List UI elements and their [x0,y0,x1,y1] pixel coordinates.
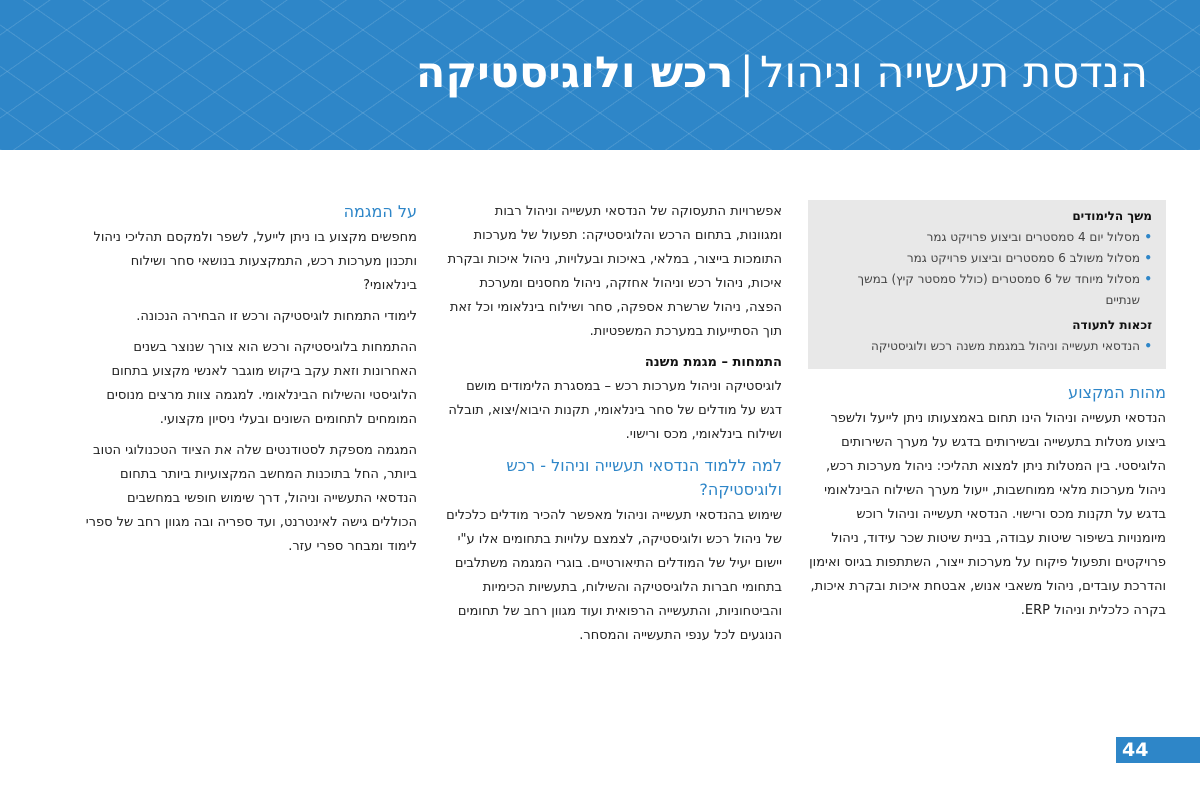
duration-item: • מסלול יום 4 סמסטרים וביצוע פרויקט גמר [822,227,1152,248]
why-body: שימוש בהנדסאי תעשייה וניהול מאפשר להכיר מודלים כלכלים של ניהול רכש ולוגיסטיקה, לצמצם עלויות בתחומים אלו ע"י יישום יעיל של המודלים התיאורטיים. בוגרי המגמה משתלבים בתחומי חברות הלוגיסטיקה והשילוח, בתעשיות הכימיות והביטחוניות, והתעשייה הרפואית ועוד מגוון רחב של תחומים הנוגעים לכל ענפי התעשייה והמסחר. [446,508,782,643]
left-column [80,200,417,566]
title-bold: רכש ולוגיסטיקה [415,48,734,98]
certificate-heading: זכאות לתעודה [1072,318,1152,332]
title-separator: | [739,48,754,98]
header-banner [0,0,1200,150]
middle-column [445,200,782,655]
about-paragraph: לימודי התמחות לוגיסטיקה ורכש זו הבחירה הנכונה. [136,309,417,324]
duration-list [822,227,1152,311]
page-title [416,42,1148,104]
employment-intro: אפשרויות התעסוקה של הנדסאי תעשייה וניהול רבות ומגוונות, בתחום הרכש והלוגיסטיקה: תפעול של מערכות התומכות בייצור, במלאי, באיכות ובעלויות, ניהול איכות ובקרת איכות, ניהול רכש וניהול אחזקה, ניהול מחסנים ומערכת הפצה, ניהול שרשרת אספקה, סחר ושילוח בינלאומי וכל זאת תוך הסתייעות במערכת המשפטיות. [447,204,782,339]
profession-body: הנדסאי תעשייה וניהול הינו תחום באמצעותו ניתן לייעל ולשפר ביצוע מטלות בתעשייה ובשירותים בדגש על מערך השירותים הלוגיסטי. בין המטלות ניתן למצוא תהליכי: ניהול מערכות רכש, ניהול מערכות מלאי ממוחשבות, ייעול מערך השילוח הבינלאומי בדגש על תקנות מכס ורישוי. הנדסאי תעשייה וניהול רוכש מיומנויות בשיפור שיטות עבודה, בניית שיטות שכר עידוד, ניהול פרויקטים ותפעול פיקוח על מערכות ייצור, השתתפות בגיוס ואימון והדרכת עובדים, ניהול משאבי אנוש, אבטחת איכות ובקרת איכות, בקרה כלכלית וניהול ERP. [809,411,1166,618]
profession-heading: מהות המקצוע [1068,383,1166,402]
why-heading: למה ללמוד הנדסאי תעשייה וניהול - רכש ולוגיסטיקה? [506,456,782,499]
certificate-item: • הנדסאי תעשייה וניהול במגמת משנה רכש ולוגיסטיקה [822,336,1152,357]
duration-item: • מסלול משולב 6 סמסטרים וביצוע פרויקט גמר [822,248,1152,269]
title-main: הנדסת תעשייה וניהול [759,48,1148,98]
duration-item: • מסלול מיוחד של 6 סמסטרים (כולל סמסטר קיץ) במשך שנתיים [822,269,1152,311]
about-paragraph: המגמה מספקת לסטודנטים שלה את הציוד הטכנולוגי הטוב ביותר, החל בתוכנות המחשב המקצועיות ביותר בתחום הנדסאי התעשייה וניהול, דרך שימוש חופשי במחשבים הכוללים גישה לאינטרנט, ועד ספריה ובה מגוון רחב של ספרי לימוד ומבחר ספרי עזר. [85,443,417,554]
page-number: 44 [1116,737,1200,763]
about-paragraph: מחפשים מקצוע בו ניתן לייעל, לשפר ולמקסם תהליכי ניהול ותכנון מערכות רכש, התמקצעות בנושאי סחר ושילוח בינלאומי? [93,230,417,293]
specialization-heading: התמחות – מגמת משנה [644,355,782,370]
duration-heading: משך הלימודים [1072,209,1152,223]
about-paragraph: ההתמחות בלוגיסטיקה ורכש הוא צורך שנוצר בשנים האחרונות וזאת עקב ביקוש מוגבר לאנשי מקצוע בתחום הלוגיסטי והשילוח הבינלאומי. למגמה צוות מרצים מנוסים המומחים לתחומים השונים ובעלי ניסיון מקצועי. [106,340,417,427]
info-panel [808,200,1166,369]
about-heading: על המגמה [343,202,417,221]
certificate-list [822,336,1152,357]
specialization-body: לוגיסטיקה וניהול מערכות רכש – במסגרת הלימודים מושם דגש על מודלים של סחר בינלאומי, תקנות היבוא/יצוא, תובלה ושילוח בינלאומי, מכס ורישוי. [448,379,782,442]
right-column [808,200,1166,630]
